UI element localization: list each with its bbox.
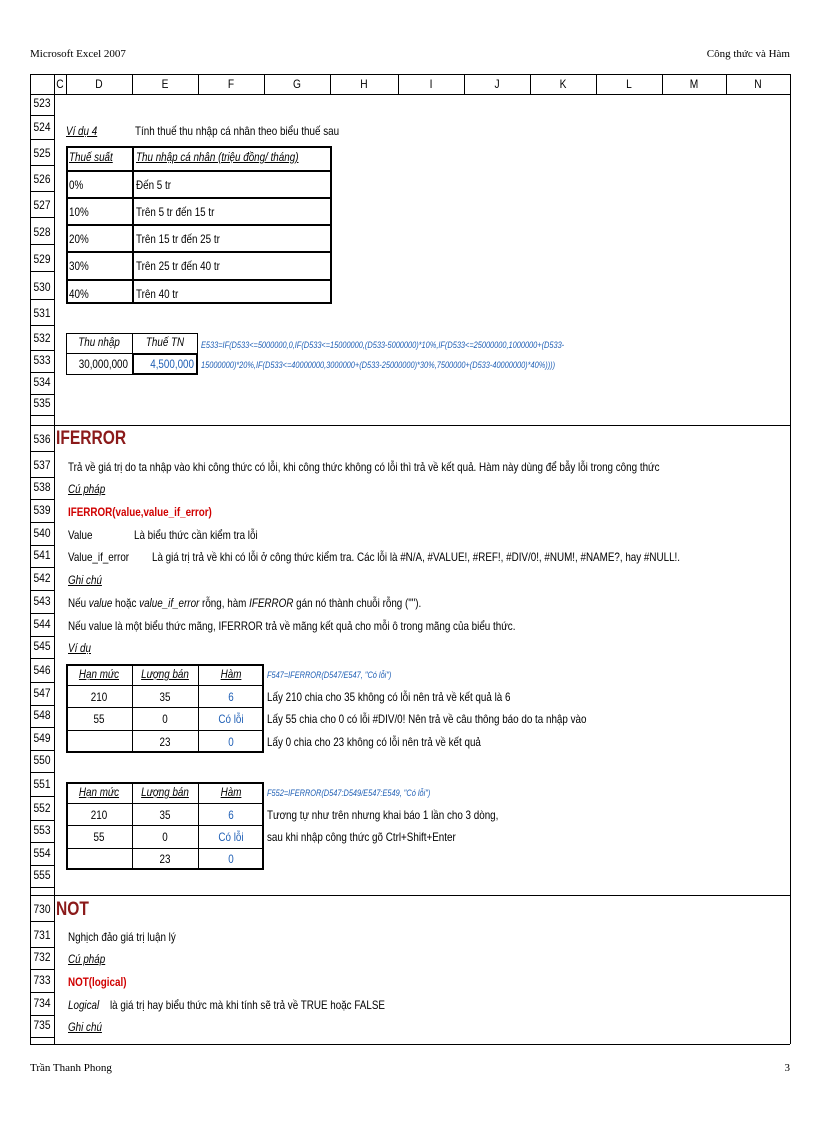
formula-note-f552: F552=IFERROR(D547:D549/E547:E549, "Có lỗi") [267,788,431,798]
table-row-sep [66,685,264,686]
iferror-note-2: Nếu value là một biểu thức mãng, IFERROR trả về mãng kết quả cho mỗi ô trong mãng của biểu thức. [68,619,516,633]
column-header-k[interactable]: K [559,77,567,91]
row-header-sep [30,636,54,637]
row-header-sep [30,325,54,326]
note-term: value [88,596,113,610]
calc-header-tax: Thuế TN [145,335,185,349]
row-header-sep [30,1015,54,1016]
formula-note-f547: F547=IFERROR(D547/E547, "Có lỗi") [267,670,392,680]
iferror-syntax: IFERROR(value,value_if_error) [68,505,212,519]
header-limit: Hạn mức [78,667,120,681]
section-separator [30,425,790,426]
cell-e533-value: 4,500,000 [150,357,194,371]
row-header-sep [30,415,54,416]
row-header-sep [30,613,54,614]
cell-f552[interactable]: 6 [228,808,234,822]
row-header-sep [30,947,54,948]
sheet-bottom-border [30,1044,790,1045]
row-header-sep [30,451,54,452]
tax-income: Trên 40 tr [136,287,179,301]
row-header-sep [30,842,54,843]
row-header-sep [30,772,54,773]
cell-e553[interactable]: 0 [162,830,168,844]
param-logical-desc: là giá trị hay biểu thức mà khi tính sẽ trả về TRUE hoặc FALSE [110,998,385,1012]
note-text: hoặc [115,596,137,610]
iferror-title: IFERROR [56,428,127,449]
row-number[interactable]: 546 [33,663,51,677]
row-header-sep [30,499,54,500]
column-header-e[interactable]: E [161,77,169,91]
row-number[interactable]: 529 [33,252,51,266]
cell-e547[interactable]: 35 [159,690,171,704]
row-header-sep [30,165,54,166]
row-header-sep [30,139,54,140]
row-header-sep [30,865,54,866]
col-sep [464,74,465,94]
row-header-sep [30,191,54,192]
row-header-sep [30,992,54,993]
col-sep [330,74,331,94]
header-limit: Hạn mức [78,785,120,799]
row-number[interactable]: 543 [33,594,51,608]
row-number[interactable]: 735 [33,1018,51,1032]
explanation: Lấy 0 chia cho 23 không có lỗi nên trả về kết quả [267,735,481,749]
tax-rate: 10% [69,205,89,219]
row-header-sep [30,820,54,821]
row-number[interactable]: 544 [33,617,51,631]
row-number[interactable]: 553 [33,823,51,837]
row-header-sep [30,217,54,218]
cell-d547[interactable]: 210 [90,690,108,704]
table-row-sep [66,803,264,804]
row-header-sep [30,567,54,568]
header-function: Hàm [220,667,242,681]
row-header-sep [30,522,54,523]
row-number[interactable]: 539 [33,503,51,517]
row-number[interactable]: 530 [33,280,51,294]
column-header-j[interactable]: J [494,77,500,91]
row-header-sep [30,350,54,351]
row-header-sep [30,921,54,922]
row-header-sep [30,658,54,659]
tax-rate: 0% [69,178,84,192]
row-number[interactable]: 532 [33,331,51,345]
column-header-m[interactable]: M [689,77,699,91]
column-header-h[interactable]: H [360,77,368,91]
tax-income: Đến 5 tr [136,178,172,192]
row-number[interactable]: 533 [33,353,51,367]
cell-f547[interactable]: 6 [228,690,234,704]
row-number[interactable]: 549 [33,731,51,745]
row-number[interactable]: 527 [33,198,51,212]
cell-d552[interactable]: 210 [90,808,108,822]
row-number[interactable]: 534 [33,375,51,389]
tax-table-row-sep [66,279,332,281]
column-header-c[interactable]: C [56,77,64,91]
tax-table-row-sep [66,170,332,172]
row-header-sep [30,750,54,751]
explanation: Lấy 55 chia cho 0 có lỗi #DIV/0! Nên trả về câu thông báo do ta nhập vào [267,712,587,726]
row-number[interactable]: 525 [33,146,51,160]
tax-rate: 20% [69,232,89,246]
tax-table-row-sep [66,197,332,199]
cell-d553[interactable]: 55 [93,830,105,844]
row-number[interactable]: 523 [33,96,51,110]
row-number[interactable]: 524 [33,120,51,134]
cell-e552[interactable]: 35 [159,808,171,822]
col-sep [398,74,399,94]
cell-d533[interactable]: 30,000,000 [78,357,128,371]
iferror-syntax-label: Cú pháp [68,482,106,496]
row-number[interactable]: 734 [33,996,51,1010]
row-number[interactable]: 730 [33,902,51,916]
explanation: sau khi nhập công thức gõ Ctrl+Shift+Enter [267,830,456,844]
param-if-error-desc: Là giá trị trả về khi có lỗi ở công thức kiểm tra. Các lỗi là #N/A, #VALUE!, #REF!, #DIV/0!, #NUM!, #NAME?, hay #NULL!. [152,550,681,564]
row-header-sep [30,590,54,591]
formula-note-line1: E533=IF(D533<=5000000,0,IF(D533<=15000000,(D533-5000000)*10%,IF(D533<=25000000,1000000+(D533- [201,340,565,350]
row-header-sep [30,477,54,478]
iferror-note-1 [68,596,421,610]
doc-footer-left: Trần Thanh Phong [30,1062,112,1074]
cell-f548[interactable]: Có lỗi [218,712,244,726]
cell-e548[interactable]: 0 [162,712,168,726]
param-if-error-name: Value_if_error [68,550,130,564]
row-header-sep [30,299,54,300]
row-number[interactable]: 531 [33,306,51,320]
note-text: Nếu [68,596,87,610]
sheet-right-border [790,74,791,1044]
row-number[interactable]: 552 [33,801,51,815]
iferror-note-label: Ghi chú [68,573,102,587]
table-row-sep [66,825,264,826]
row-number[interactable]: 547 [33,686,51,700]
column-header-bottom [30,94,790,95]
header-function: Hàm [220,785,242,799]
column-header-g[interactable]: G [293,77,301,91]
note-text: gán nó thành chuỗi rỗng (""). [296,596,422,610]
param-value-name: Value [68,528,93,542]
explanation: Lấy 210 chia cho 35 không có lỗi nên trả về kết quả là 6 [267,690,511,704]
row-number[interactable]: 550 [33,753,51,767]
row-header-sep [30,244,54,245]
col-sep [198,74,199,94]
cell-e554[interactable]: 23 [159,852,171,866]
row-header-divider [54,74,55,1044]
table-col-sep [132,782,133,870]
tax-income: Trên 25 tr đến 40 tr [136,259,220,273]
row-header-sep [30,115,54,116]
row-number[interactable]: 538 [33,480,51,494]
row-header-sep [30,705,54,706]
row-number[interactable]: 540 [33,526,51,540]
row-number[interactable]: 733 [33,973,51,987]
example-description: Tính thuế thu nhập cá nhân theo biểu thuế sau [135,124,340,138]
doc-footer-right: 3 [784,1062,790,1074]
col-sep [596,74,597,94]
col-sep [264,74,265,94]
example-label: Ví dụ 4 [66,124,98,138]
row-number[interactable]: 542 [33,571,51,585]
row-header-sep [30,394,54,395]
row-header-sep [30,271,54,272]
cell-f554[interactable]: 0 [228,852,234,866]
row-header-sep [30,372,54,373]
iferror-example-label: Ví dụ [68,641,91,655]
col-sep [66,74,67,94]
column-header-f[interactable]: F [227,77,235,91]
column-header-d[interactable]: D [95,77,103,91]
param-logical-name: Logical [68,998,100,1012]
table-col-sep [132,664,133,753]
section-separator [30,895,790,896]
table-row-sep [66,707,264,708]
note-term: value_if_error [139,596,200,610]
row-header-sep [30,682,54,683]
tax-rate: 40% [69,287,89,301]
tax-table-row-sep [66,251,332,253]
calc-header-income: Thu nhập [78,335,120,349]
note-term: IFERROR [249,596,294,610]
cell-e549[interactable]: 23 [159,735,171,749]
header-quantity: Lượng bán [141,667,189,681]
cell-f553[interactable]: Có lỗi [218,830,244,844]
tax-table-row-sep [66,224,332,226]
explanation: Tương tự như trên nhưng khai báo 1 lần cho 3 dòng, [267,808,499,822]
not-title: NOT [56,899,89,920]
row-number[interactable]: 545 [33,639,51,653]
row-number[interactable]: 526 [33,172,51,186]
header-quantity: Lượng bán [141,785,189,799]
table-col-sep [198,782,199,870]
not-syntax: NOT(logical) [68,975,127,989]
tax-rate: 30% [69,259,89,273]
row-header-sep [30,545,54,546]
row-number[interactable]: 732 [33,950,51,964]
doc-header-right: Công thức và Hàm [706,48,790,60]
row-number[interactable]: 537 [33,458,51,472]
table-row-sep [66,730,264,731]
row-header-sep [30,969,54,970]
table-col-sep [198,664,199,753]
col-sep [662,74,663,94]
table-row-sep [66,848,264,849]
row-header-sep [30,796,54,797]
row-number[interactable]: 555 [33,868,51,882]
tax-header-rate: Thuế suất [69,150,113,164]
param-value-desc: Là biểu thức cần kiểm tra lỗi [134,528,258,542]
row-header-sep [30,1037,54,1038]
not-note-label: Ghi chú [68,1020,102,1034]
cell-f549[interactable]: 0 [228,735,234,749]
row-number[interactable]: 551 [33,777,51,791]
row-number[interactable]: 731 [33,928,51,942]
not-description: Nghịch đảo giá trị luận lý [68,930,176,944]
column-header-i[interactable]: I [429,77,433,91]
row-number[interactable]: 536 [33,432,51,446]
column-header-l[interactable]: L [626,77,632,91]
col-sep [726,74,727,94]
doc-header-left: Microsoft Excel 2007 [30,48,126,60]
column-header-n[interactable]: N [754,77,762,91]
tax-income: Trên 5 tr đến 15 tr [136,205,215,219]
row-number[interactable]: 541 [33,548,51,562]
tax-income: Trên 15 tr đến 25 tr [136,232,220,246]
row-number[interactable]: 554 [33,846,51,860]
formula-note-line2: 15000000)*20%,IF(D533<=40000000,3000000+(D533-25000000)*30%,7500000+(D533-40000000)*40%)))) [201,360,556,370]
cell-d548[interactable]: 55 [93,712,105,726]
row-number[interactable]: 528 [33,225,51,239]
tax-header-income: Thu nhập cá nhân (triệu đồng/ tháng) [136,150,299,164]
note-text: rỗng, hàm [202,596,247,610]
iferror-description: Trả về giá trị do ta nhập vào khi công thức có lỗi, khi công thức không có lỗi thì trả về kết quả. Hàm này dùng để bẫy lỗi trong công thức [68,460,660,474]
col-sep [530,74,531,94]
not-syntax-label: Cú pháp [68,952,106,966]
col-sep [132,74,133,94]
row-header-sep [30,887,54,888]
row-number[interactable]: 548 [33,708,51,722]
row-number[interactable]: 535 [33,396,51,410]
row-header-sep [30,727,54,728]
